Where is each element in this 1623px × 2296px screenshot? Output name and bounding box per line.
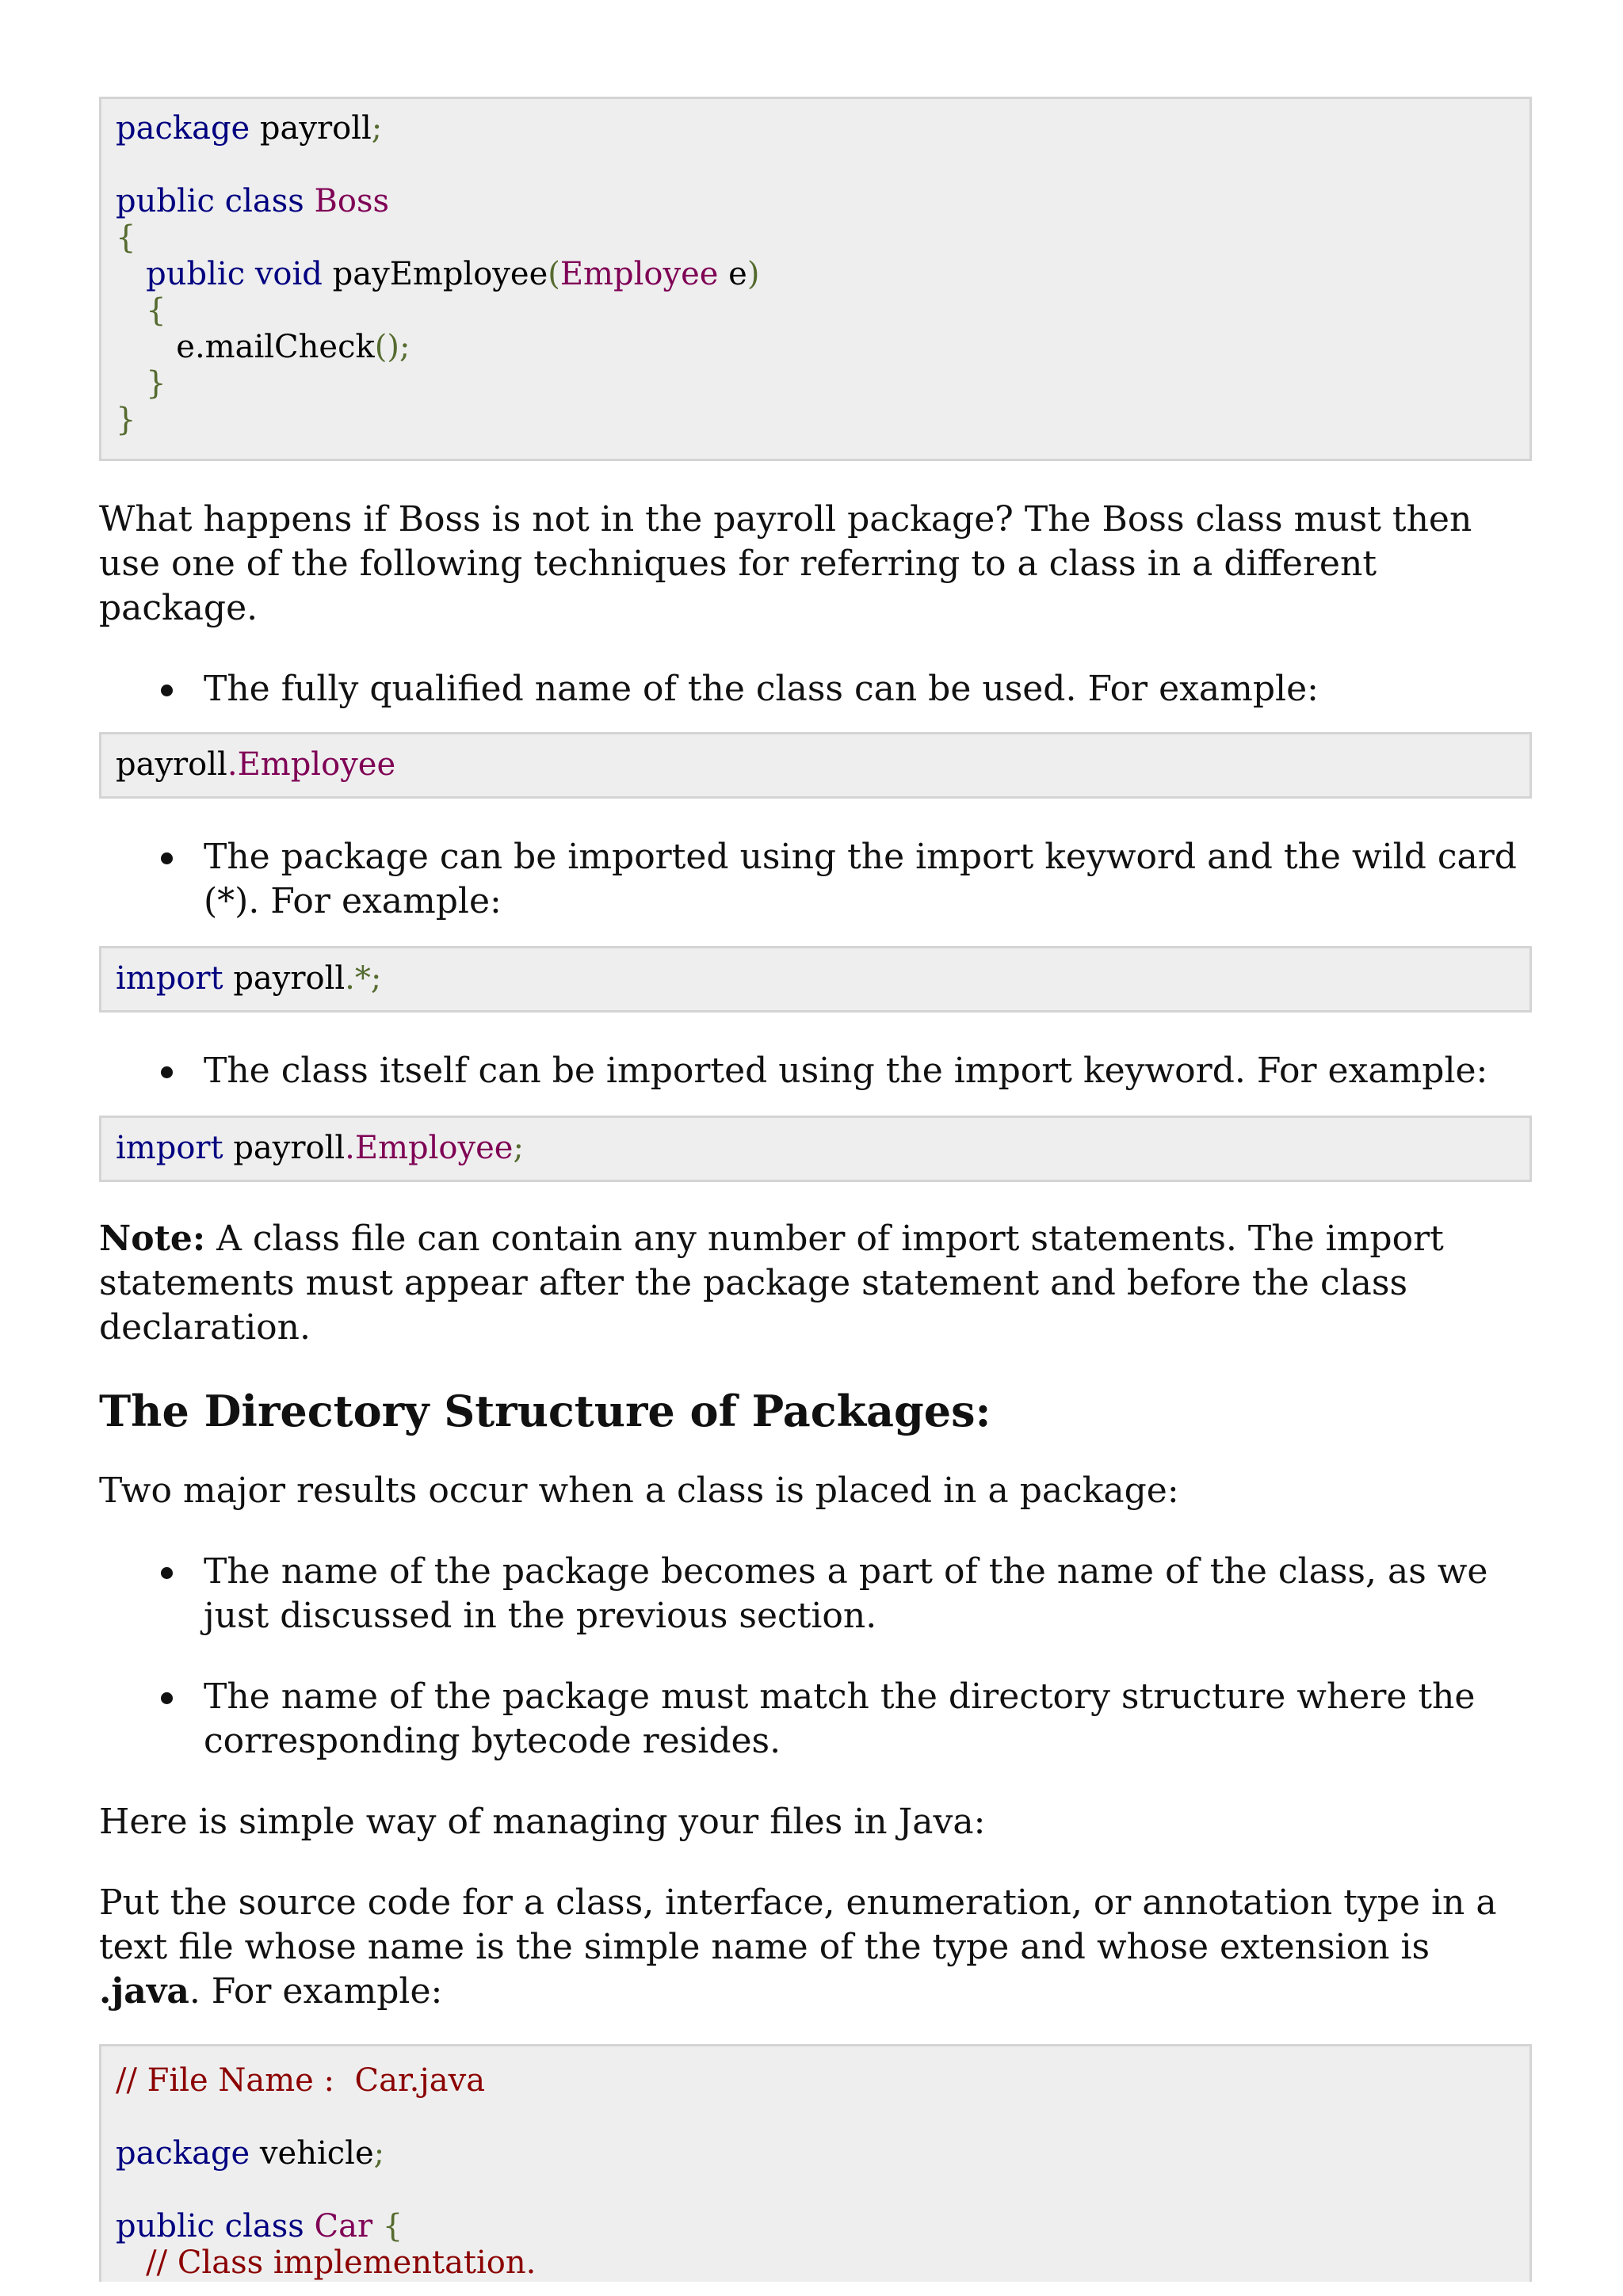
bullet-item-directory-match bbox=[99, 1675, 1532, 1764]
bullet-text: The name of the package becomes a part of the name of the class, as we just discussed in the previous section. bbox=[204, 1551, 1488, 1636]
code-line: { bbox=[146, 292, 166, 329]
code-block-car-java bbox=[99, 2044, 1532, 2282]
section-heading: The Directory Structure of Packages: bbox=[99, 1386, 991, 1436]
code-comment: // File Name : Car.java bbox=[116, 2062, 486, 2099]
bullet-item-wildcard-import bbox=[99, 835, 1532, 924]
code-block-boss-class bbox=[99, 97, 1532, 461]
note-label: Note: bbox=[99, 1219, 206, 1259]
paragraph-intro: What happens if Boss is not in the payroll package? The Boss class must then use one of the following techniques for referring to a class in a different package. bbox=[99, 499, 1472, 628]
code-line: public class Boss bbox=[116, 183, 390, 219]
code-line: public void payEmployee(Employee e) bbox=[146, 256, 760, 292]
paragraph-managing-files: Here is simple way of managing your files in Java: bbox=[99, 1802, 986, 1842]
bullet-item-class-import bbox=[99, 1049, 1532, 1093]
code-block-wildcard-import: import payroll.*; bbox=[99, 946, 1532, 1013]
bullet-item-qualified-name bbox=[99, 667, 1532, 711]
java-extension: .java bbox=[99, 1971, 189, 2012]
code-line: public class Car { bbox=[116, 2208, 403, 2245]
bullet-dot-icon bbox=[161, 1692, 173, 1704]
code-block-class-import: import payroll.Employee; bbox=[99, 1116, 1532, 1182]
document-page bbox=[99, 97, 1532, 2282]
bullet-item-package-name-part bbox=[99, 1550, 1532, 1638]
note-paragraph bbox=[99, 1217, 1532, 1350]
code-line: package payroll; bbox=[116, 110, 383, 147]
bullet-text: The package can be imported using the import keyword and the wild card (*). For example: bbox=[204, 837, 1517, 921]
code-line: { bbox=[116, 219, 136, 256]
code-line: package vehicle; bbox=[116, 2135, 385, 2172]
bullet-dot-icon bbox=[161, 1567, 173, 1579]
paragraph-major-results: Two major results occur when a class is placed in a package: bbox=[99, 1470, 1179, 1511]
bullet-text: The name of the package must match the directory structure where the corresponding bytecode resides. bbox=[204, 1676, 1476, 1761]
note-text: A class file can contain any number of import statements. The import statements must appear after the package statement and before the class declaration. bbox=[99, 1219, 1444, 1348]
code-line: e.mailCheck(); bbox=[176, 329, 411, 365]
bullet-dot-icon bbox=[161, 852, 173, 864]
code-comment: // Class implementation. bbox=[146, 2245, 537, 2281]
bullet-dot-icon bbox=[161, 685, 173, 696]
bullet-dot-icon bbox=[161, 1066, 173, 1078]
code-line: } bbox=[116, 402, 136, 438]
bullet-text: The class itself can be imported using the import keyword. For example: bbox=[204, 1051, 1488, 1091]
paragraph-source-code: Put the source code for a class, interface, enumeration, or annotation type in a text file whose name is the simple name of the type and whose extension is .java. For example: bbox=[99, 1882, 1497, 2012]
code-block-qualified-name: payroll.Employee bbox=[99, 732, 1532, 799]
bullet-text: The fully qualified name of the class can be used. For example: bbox=[204, 669, 1319, 709]
code-line: } bbox=[146, 365, 166, 402]
